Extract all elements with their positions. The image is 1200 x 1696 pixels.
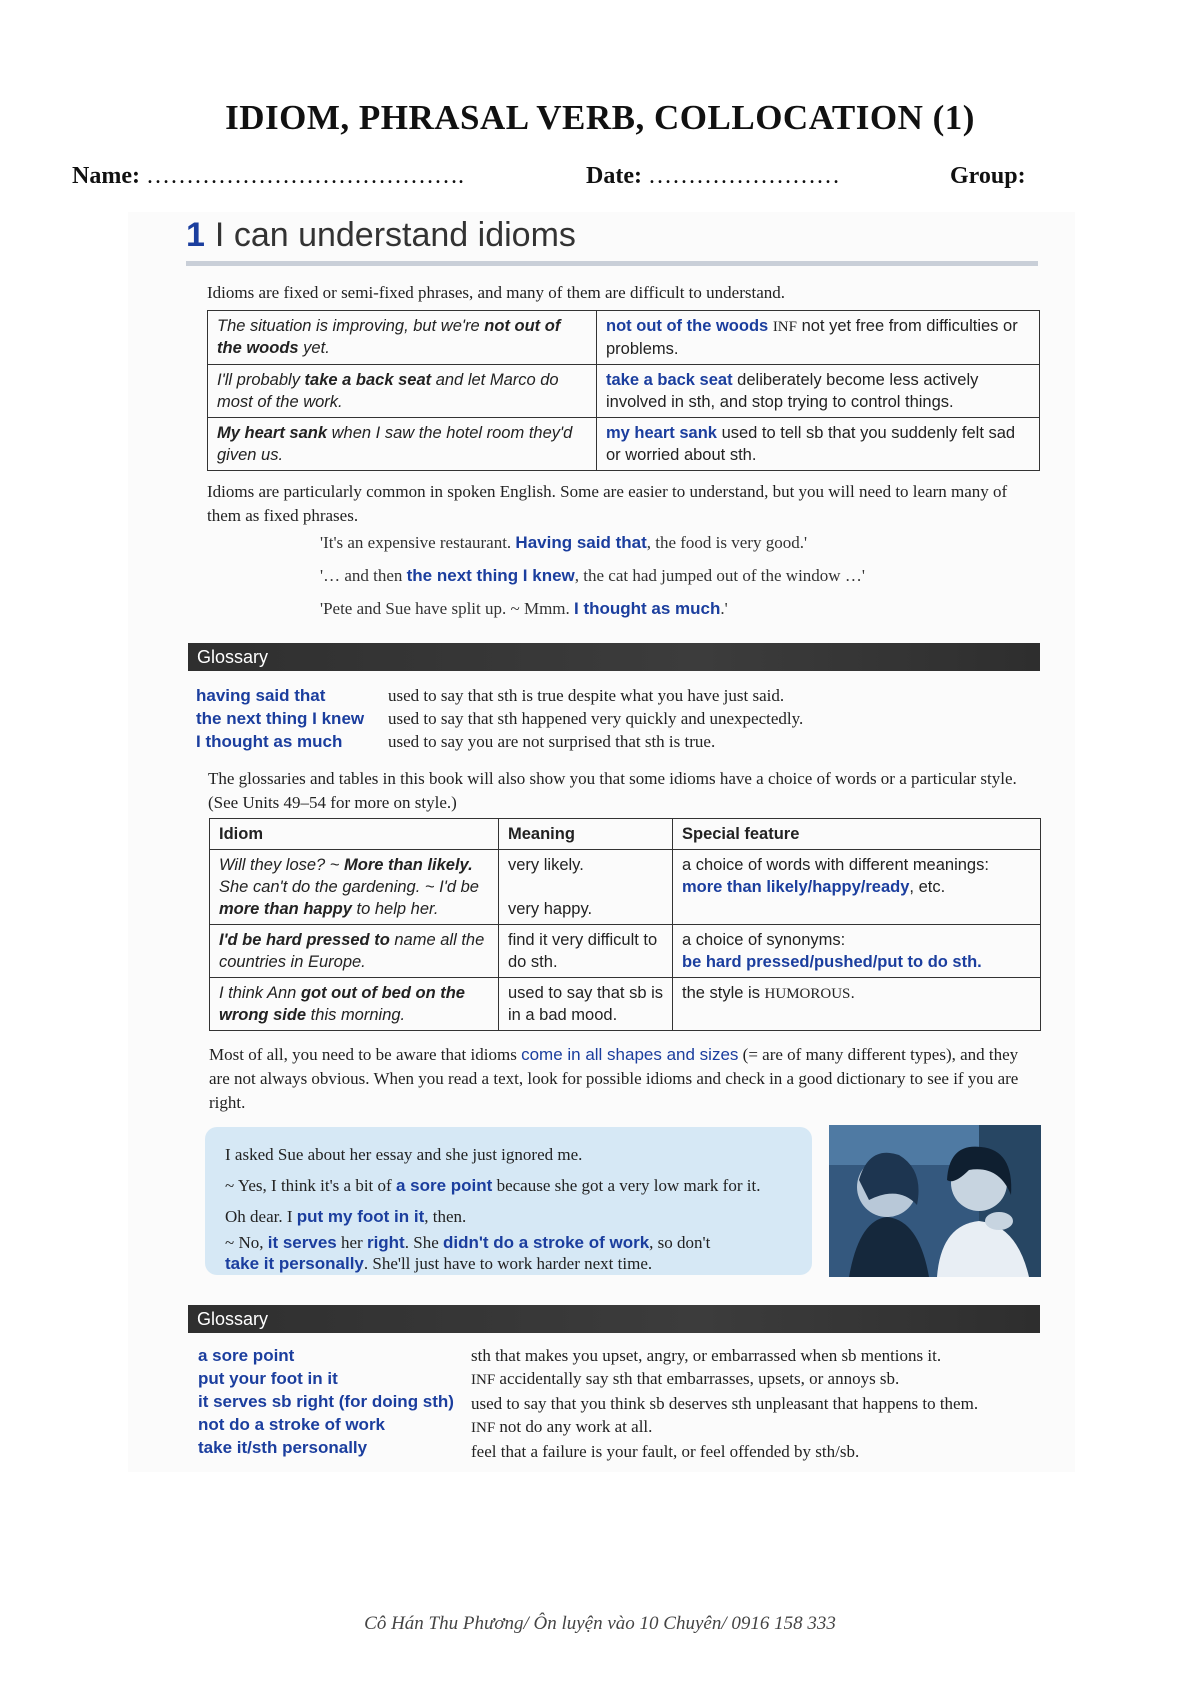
example-cell: I'll probably take a back seat and let Marco do most of the work. [208,365,597,418]
glossary-term: a sore point [198,1346,295,1365]
column-header: Special feature [673,819,1041,850]
group-field [950,163,1026,190]
name-label: Name: [72,163,140,189]
dialog-lines [205,1127,812,1274]
name-dots: …………………………………. [145,163,464,189]
example-cell: My heart sank when I saw the hotel room they'd given us. [208,418,597,471]
meaning-cell: very likely. very happy. [499,850,673,925]
dialog-box [205,1127,812,1275]
glossary-definitions [388,684,803,753]
glossary-definition: used to say that you think sb deserves sth unpleasant that happens to them. [471,1394,979,1413]
intro-text: Idioms are fixed or semi-fixed phrases, and many of them are difficult to understand. [207,283,785,302]
feature-cell: a choice of words with different meanings: more than likely/happy/ready, etc. [673,850,1041,925]
unit-title: I can understand idioms [214,216,576,254]
glossary-definitions [471,1344,1071,1463]
group-label: Group: [950,163,1026,189]
glossary-definition: sth that makes you upset, angry, or embarrassed when sb mentions it. [471,1346,942,1365]
table-row [210,978,1041,1031]
page-title: IDIOM, PHRASAL VERB, COLLOCATION (1) [225,98,975,137]
dialog-line: ~ No, it serves her right. She didn't do a stroke of work, so don't [225,1233,711,1252]
body-paragraph: The glossaries and tables in this book will also show you that some idioms have a choice of words or a particular style. (See Units 49–54 for more on style.) [208,769,1017,812]
name-field [72,163,464,190]
date-dots: …………………… [647,163,840,189]
idiom-cell: Will they lose? ~ More than likely. She can't do the gardening. ~ I'd be more than happy to help her. [210,850,499,925]
glossary-definition: INF not do any work at all. [471,1417,653,1436]
table-row [208,365,1040,418]
example-quote: 'Pete and Sue have split up. ~ Mmm. I thought as much.' [320,599,728,618]
feature-cell: the style is HUMOROUS. [673,978,1041,1031]
unit-number: 1 [186,216,205,254]
glossary-term: having said that [196,686,326,705]
glossary-definition: used to say that sth is true despite what you have just said. [388,686,785,705]
example-cell: The situation is improving, but we're not out of the woods yet. [208,311,597,365]
date-label: Date: [586,163,642,189]
meaning-cell: used to say that sb is in a bad mood. [499,978,673,1031]
glossary-term: I thought as much [196,732,343,751]
photo-illustration [829,1125,1041,1277]
glossary-list [198,1344,454,1459]
meaning-cell: find it very difficult to do sth. [499,925,673,978]
date-field [586,163,840,190]
glossary-term: it serves sb right (for doing sth) [198,1392,454,1411]
table-row [210,925,1041,978]
dialog-line: take it personally. She'll just have to work harder next time. [225,1254,653,1273]
idiom-table-2 [209,818,1041,1031]
glossary-definition: INF accidentally say sth that embarrasses, upsets, or annoys sb. [471,1369,900,1388]
idiom-cell: I think Ann got out of bed on the wrong side this morning. [210,978,499,1031]
glossary-term: the next thing I knew [196,709,365,728]
glossary-definition: used to say that sth happened very quickly and unexpectedly. [388,709,804,728]
example-quote: 'It's an expensive restaurant. Having said that, the food is very good.' [320,533,808,552]
glossary-list [196,684,364,753]
table-row [210,850,1041,925]
unit-heading [186,216,576,255]
footer-credit: Cô Hán Thu Phương/ Ôn luyện vào 10 Chuyên/ 0916 158 333 [364,1613,836,1634]
feature-cell: a choice of synonyms: be hard pressed/pushed/put to do sth. [673,925,1041,978]
table-row [208,418,1040,471]
idiom-table-1 [207,310,1040,471]
heading-rule [186,261,1038,266]
body-paragraph: Most of all, you need to be aware that idioms come in all shapes and sizes (= are of many different types), and they are not always obvious. When you read a text, look for possible idioms and check in a good dictionary to see if you are right. [209,1045,1019,1112]
glossary-term: take it/sth personally [198,1438,368,1457]
body-paragraph: Idioms are particularly common in spoken English. Some are easier to understand, but you will need to learn many of them as fixed phrases. [207,482,1008,525]
idiom-cell: I'd be hard pressed to name all the countries in Europe. [210,925,499,978]
column-header: Meaning [499,819,673,850]
column-header: Idiom [210,819,499,850]
definition-cell: my heart sank used to tell sb that you suddenly felt sad or worried about sth. [597,418,1040,471]
example-quote: '… and then the next thing I knew, the cat had jumped out of the window …' [320,566,865,585]
dialog-line: Oh dear. I put my foot in it, then. [225,1207,467,1226]
definition-cell: not out of the woods INF not yet free from difficulties or problems. [597,311,1040,365]
table-row [208,311,1040,365]
glossary-term: not do a stroke of work [198,1415,386,1434]
glossary-term: put your foot in it [198,1369,338,1388]
definition-cell: take a back seat deliberately become less actively involved in sth, and stop trying to control things. [597,365,1040,418]
glossary-definition: used to say you are not surprised that sth is true. [388,732,716,751]
dialog-line: ~ Yes, I think it's a bit of a sore point because she got a very low mark for it. [225,1176,761,1195]
glossary-header: Glossary [188,643,1040,671]
glossary-header: Glossary [188,1305,1040,1333]
two-women-photo [829,1125,1041,1277]
table-header-row [210,819,1041,850]
glossary-definition: feel that a failure is your fault, or feel offended by sth/sb. [471,1442,860,1461]
dialog-line: I asked Sue about her essay and she just ignored me. [225,1145,583,1164]
